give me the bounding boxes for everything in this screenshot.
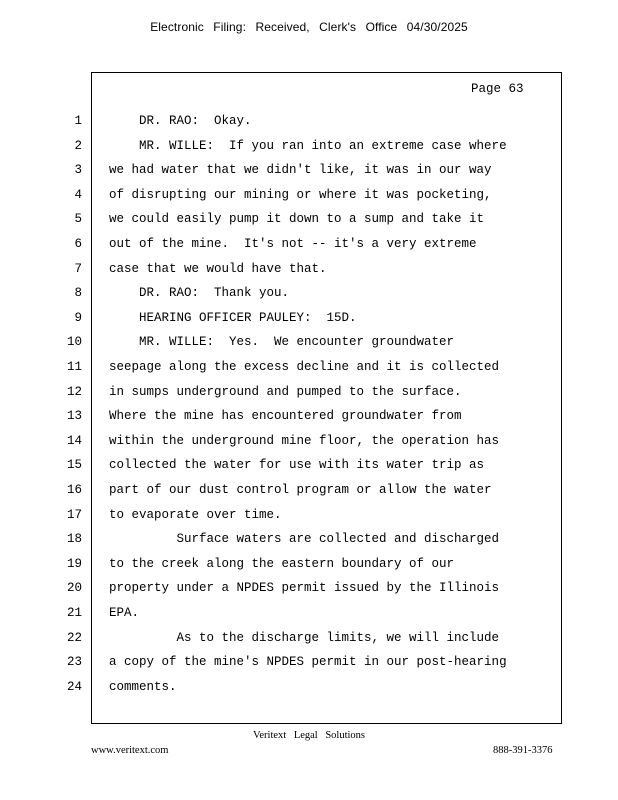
transcript-line: property under a NPDES permit issued by the Illinois — [109, 581, 500, 595]
line-number: 8 — [74, 286, 82, 300]
transcript-line: we could easily pump it down to a sump and take it — [109, 212, 485, 226]
transcript-line: a copy of the mine's NPDES permit in our post-hearing — [109, 655, 507, 669]
transcript-line: in sumps underground and pumped to the surface. — [109, 385, 462, 399]
transcript-line: part of our dust control program or allow the water — [109, 483, 492, 497]
transcript-line: DR. RAO: Okay. — [109, 114, 252, 128]
line-number: 21 — [66, 606, 82, 620]
line-number: 23 — [66, 655, 82, 669]
transcript-line: Surface waters are collected and discharged — [109, 532, 500, 546]
line-number: 10 — [66, 335, 82, 349]
transcript-line: MR. WILLE: If you ran into an extreme case where — [109, 139, 507, 153]
transcript-line: MR. WILLE: Yes. We encounter groundwater — [109, 335, 455, 349]
transcript-line: we had water that we didn't like, it was in our way — [109, 163, 492, 177]
footer-company: Veritext Legal Solutions — [252, 730, 366, 741]
transcript-line: seepage along the excess decline and it is collected — [109, 360, 500, 374]
line-number: 1 — [74, 114, 82, 128]
line-number: 18 — [66, 532, 82, 546]
line-number: 9 — [74, 311, 82, 325]
transcript-line: EPA. — [109, 606, 140, 620]
transcript-line: of disrupting our mining or where it was pocketing, — [109, 188, 492, 202]
footer-website: www.veritext.com — [91, 745, 169, 756]
line-number: 24 — [66, 680, 82, 694]
line-number: 13 — [66, 409, 82, 423]
line-number: 14 — [66, 434, 82, 448]
line-number: 3 — [74, 163, 82, 177]
line-number: 17 — [66, 508, 82, 522]
transcript-line: Where the mine has encountered groundwater from — [109, 409, 462, 423]
line-number: 15 — [66, 458, 82, 472]
transcript-line: DR. RAO: Thank you. — [109, 286, 290, 300]
line-number: 11 — [66, 360, 82, 374]
line-number: 12 — [66, 385, 82, 399]
transcript-line: comments. — [109, 680, 177, 694]
transcript-line: to the creek along the eastern boundary of our — [109, 557, 455, 571]
line-number: 2 — [74, 139, 82, 153]
line-number: 19 — [66, 557, 82, 571]
transcript-line: case that we would have that. — [109, 262, 327, 276]
transcript-line: HEARING OFFICER PAULEY: 15D. — [109, 311, 357, 325]
transcript-line: to evaporate over time. — [109, 508, 282, 522]
line-number: 20 — [66, 581, 82, 595]
transcript-line: As to the discharge limits, we will include — [109, 631, 500, 645]
line-number: 6 — [74, 237, 82, 251]
line-number: 22 — [66, 631, 82, 645]
line-number: 16 — [66, 483, 82, 497]
transcript-line: within the underground mine floor, the operation has — [109, 434, 500, 448]
line-number: 5 — [74, 212, 82, 226]
line-number: 4 — [74, 188, 82, 202]
filing-stamp-header: Electronic Filing: Received, Clerk's Office 04/30/2025 — [150, 20, 468, 34]
transcript-line: collected the water for use with its water trip as — [109, 458, 485, 472]
transcript-line: out of the mine. It's not -- it's a very extreme — [109, 237, 477, 251]
footer-phone: 888-391-3376 — [493, 745, 553, 756]
page-number: Page 63 — [471, 82, 524, 96]
line-number: 7 — [74, 262, 82, 276]
